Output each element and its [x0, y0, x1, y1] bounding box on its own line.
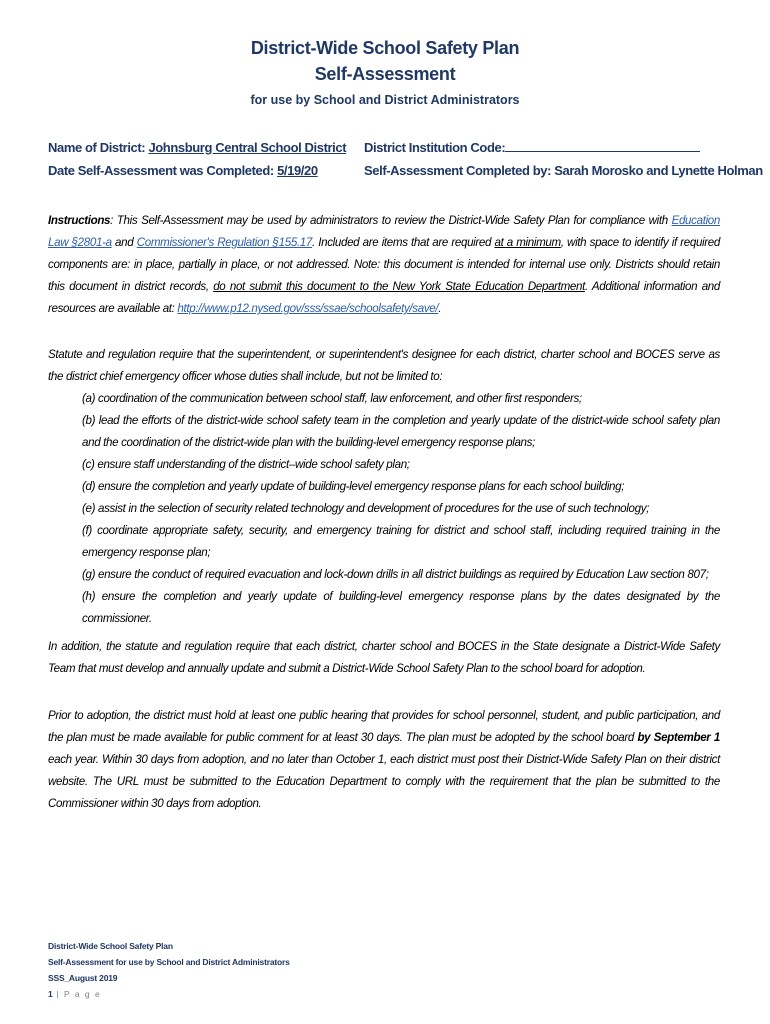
- completion-date-field: [48, 163, 318, 178]
- instructions-text: , with space to identify if required components are: in place, partially in place, or not addressed. Note: this document is intended for internal use only. Districts should retain this document in district records,: [48, 236, 720, 293]
- institution-code-label: District Institution Code:: [364, 140, 506, 155]
- footer-version: SSS_August 2019: [48, 973, 118, 983]
- instructions-emphasis: do not submit this document to the New York State Education Department: [213, 280, 585, 293]
- page-footer: [48, 938, 290, 1002]
- instructions-emphasis: at a minimum: [494, 236, 561, 249]
- document-title: District-Wide School Safety Plan: [250, 38, 520, 58]
- instructions-label: Instructions: [48, 214, 111, 227]
- page-separator: |: [52, 989, 64, 999]
- page-number-value: 1: [48, 989, 53, 999]
- adoption-deadline: by September 1: [637, 731, 720, 744]
- district-name-value: Johnsburg Central School District: [148, 140, 347, 155]
- adoption-paragraph: [48, 705, 720, 815]
- document-subtitle: Self-Assessment: [314, 64, 456, 84]
- footer-subtitle: Self-Assessment for use by School and District Administrators: [48, 957, 290, 967]
- duty-item: (h) ensure the completion and yearly update of building-level emergency response plans by the dates designated by the commissioner.: [82, 590, 720, 625]
- duty-item: (f) coordinate appropriate safety, security, and emergency training for district and school staff, including required training in the emergency response plan;: [82, 524, 720, 559]
- instructions-paragraph: [48, 210, 720, 320]
- document-audience: for use by School and District Administrators: [250, 93, 520, 107]
- completed-by-value: Sarah Morosko and Lynette Holman: [554, 163, 763, 178]
- duty-item: (d) ensure the completion and yearly update of building-level emergency response plans for each school building;: [82, 480, 625, 493]
- institution-code-field: [364, 140, 700, 155]
- safety-team-paragraph: In addition, the statute and regulation require that each district, charter school and BOCES in the State designate a District-Wide Safety Team that must develop and annually update and submit a District-Wide School Safety Plan to the school board for adoption.: [48, 640, 720, 675]
- completion-date-label: Date Self-Assessment was Completed:: [48, 163, 278, 178]
- completion-date-value: 5/19/20: [277, 163, 318, 178]
- duty-item: (b) lead the efforts of the district-wide school safety team in the completion and yearly update of the district-wide school safety plan and the coordination of the district-wide plan with the building-level emergency response plans;: [82, 414, 720, 449]
- commissioners-regulation-link[interactable]: Commissioner's Regulation §155.17: [136, 236, 313, 249]
- duty-item: (g) ensure the conduct of required evacuation and lock-down drills in all district buildings as required by Education Law section 807;: [82, 568, 709, 581]
- completed-by-label: Self-Assessment Completed by:: [364, 163, 555, 178]
- education-law-link[interactable]: Education Law §2801-a: [48, 214, 720, 249]
- district-name-label: Name of District:: [48, 140, 149, 155]
- district-name-field: [48, 140, 346, 155]
- instructions-text: and: [111, 236, 137, 249]
- duty-item: (e) assist in the selection of security related technology and development of procedures for the use of such technology;: [82, 502, 650, 515]
- institution-code-blank: [505, 140, 700, 152]
- instructions-text: . Included are items that are required: [312, 236, 495, 249]
- instructions-text: . Additional information and resources are available at:: [48, 280, 720, 315]
- save-resources-link[interactable]: http://www.p12.nysed.gov/sss/ssae/schoolsafety/save/: [177, 302, 439, 315]
- completed-by-field: [364, 163, 763, 178]
- page-number: [48, 986, 290, 1002]
- instructions-text: .: [438, 302, 442, 315]
- duty-item: (c) ensure staff understanding of the district–wide school safety plan;: [82, 458, 410, 471]
- duty-item: (a) coordination of the communication between school staff, law enforcement, and other first responders;: [82, 392, 582, 405]
- statute-intro-paragraph: Statute and regulation require that the superintendent, or superintendent's designee for each district, charter school and BOCES serve as the district chief emergency officer whose duties shall include, but not be limited to:: [48, 348, 720, 383]
- duties-list: [82, 388, 720, 630]
- adoption-text: Prior to adoption, the district must hold at least one public hearing that provides for school personnel, student, and public participation, and the plan must be made available for public comment for at least 30 days. The plan must be adopted by the school board: [48, 709, 720, 744]
- page-word: P a g e: [63, 989, 102, 999]
- adoption-text: each year. Within 30 days from adoption, and no later than October 1, each district must post their District-Wide Safety Plan on their district website. The URL must be submitted to the Education Department to comply with the requirement that the plan be submitted to the Commissioner within 30 days from adoption.: [48, 753, 720, 810]
- footer-title: District-Wide School Safety Plan: [48, 941, 173, 951]
- instructions-text: : This Self-Assessment may be used by administrators to review the District-Wide Safety Plan for compliance with: [110, 214, 672, 227]
